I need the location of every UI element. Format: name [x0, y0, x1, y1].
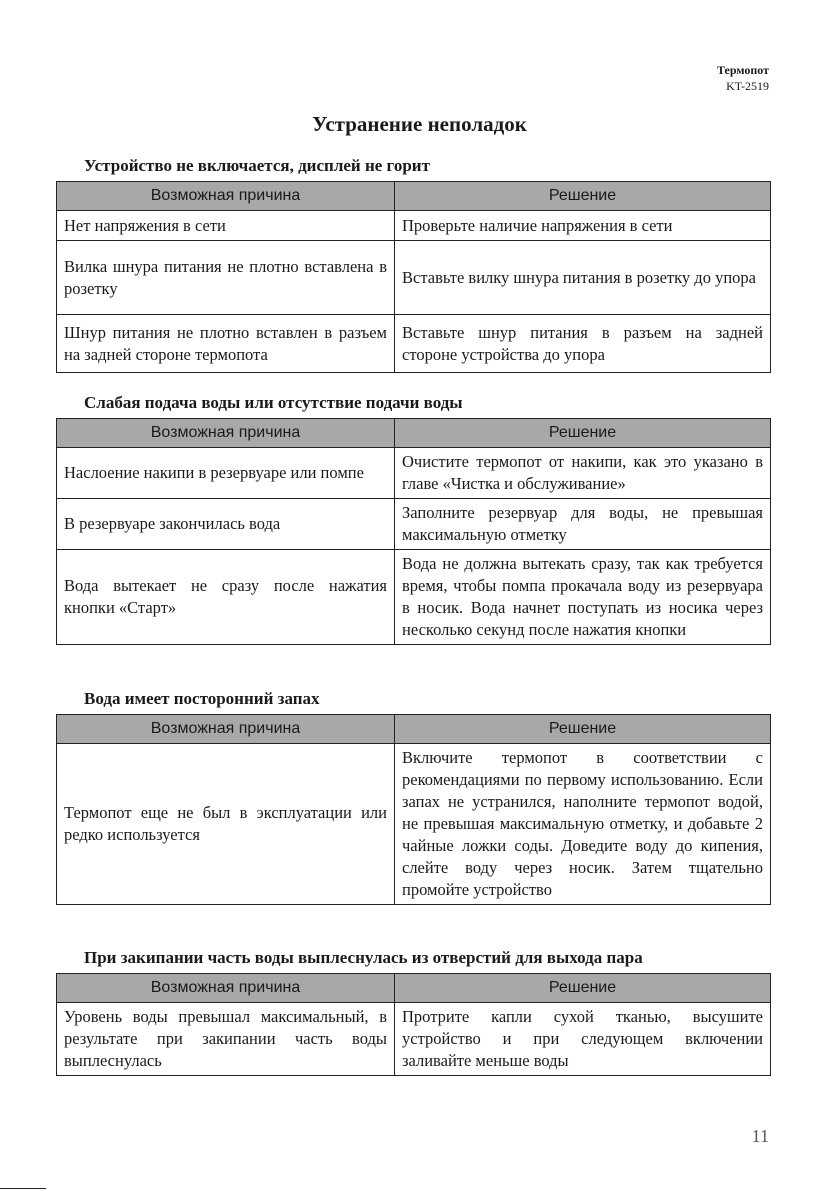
footer-divider — [0, 1186, 839, 1191]
table-row — [57, 211, 771, 241]
cause-cell: Термопот еще не был в эксплуатации или редко используется — [57, 744, 395, 905]
table-row — [57, 550, 771, 645]
cause-cell: Вилка шнура питания не плотно вставлена в розетку — [57, 241, 395, 315]
section-title-water-supply: Слабая подача воды или отсутствие подачи воды — [84, 393, 463, 412]
solution-cell: Протрите капли сухой тканью, высушите устройство и при следующем включении заливайте меньше воды — [395, 1003, 771, 1076]
column-header-cause: Возможная причина — [57, 182, 395, 211]
solution-cell: Вставьте шнур питания в разъем на задней стороне устройства до упора — [395, 315, 771, 373]
table-row — [57, 315, 771, 373]
table-row — [57, 744, 771, 905]
document-header — [717, 62, 769, 94]
cause-cell: В резервуаре закончилась вода — [57, 499, 395, 550]
table-boil-over — [56, 973, 771, 1076]
column-header-solution: Решение — [395, 419, 771, 448]
solution-cell: Вставьте вилку шнура питания в розетку до упора — [395, 241, 771, 315]
table-water-supply — [56, 418, 771, 645]
table-no-power — [56, 181, 771, 373]
model-number: KT-2519 — [726, 79, 769, 93]
column-header-cause: Возможная причина — [57, 974, 395, 1003]
solution-cell: Вода не должна вытекать сразу, так как требуется время, чтобы помпа прокачала воду из резервуара в носик. Вода начнет поступать из носика через несколько секунд после нажатия кнопки — [395, 550, 771, 645]
solution-cell: Включите термопот в соответствии с рекомендациями по первому использованию. Если запах не устранился, наполните термопот водой, не превышая максимальную отметку, и добавьте 2 чайные ложки соды. Доведите воду до кипения, слейте воду через носик. Затем тщательно промойте устройство — [395, 744, 771, 905]
section-title-boil-over: При закипании часть воды выплеснулась из отверстий для выхода пара — [84, 948, 643, 967]
solution-cell: Проверьте наличие напряжения в сети — [395, 211, 771, 241]
solution-cell: Очистите термопот от накипи, как это указано в главе «Чистка и обслуживание» — [395, 448, 771, 499]
page-number: 11 — [751, 1126, 769, 1146]
cause-cell: Вода вытекает не сразу после нажатия кнопки «Старт» — [57, 550, 395, 645]
product-name: Термопот — [716, 63, 769, 77]
table-odor — [56, 714, 771, 905]
column-header-cause: Возможная причина — [57, 715, 395, 744]
solution-cell: Заполните резервуар для воды, не превышая максимальную отметку — [395, 499, 771, 550]
table-row — [57, 241, 771, 315]
table-row — [57, 1003, 771, 1076]
section-title-no-power: Устройство не включается, дисплей не горит — [84, 156, 430, 175]
table-row — [57, 499, 771, 550]
cause-cell: Нет напряжения в сети — [57, 211, 395, 241]
column-header-solution: Решение — [395, 182, 771, 211]
column-header-solution: Решение — [395, 974, 771, 1003]
cause-cell: Уровень воды превышал максимальный, в результате при закипании часть воды выплеснулась — [57, 1003, 395, 1076]
column-header-solution: Решение — [395, 715, 771, 744]
column-header-cause: Возможная причина — [57, 419, 395, 448]
cause-cell: Наслоение накипи в резервуаре или помпе — [57, 448, 395, 499]
table-row — [57, 448, 771, 499]
section-title-odor: Вода имеет посторонний запах — [84, 689, 320, 708]
page-title: Устранение неполадок — [312, 112, 527, 136]
cause-cell: Шнур питания не плотно вставлен в разъем на задней стороне термопота — [57, 315, 395, 373]
